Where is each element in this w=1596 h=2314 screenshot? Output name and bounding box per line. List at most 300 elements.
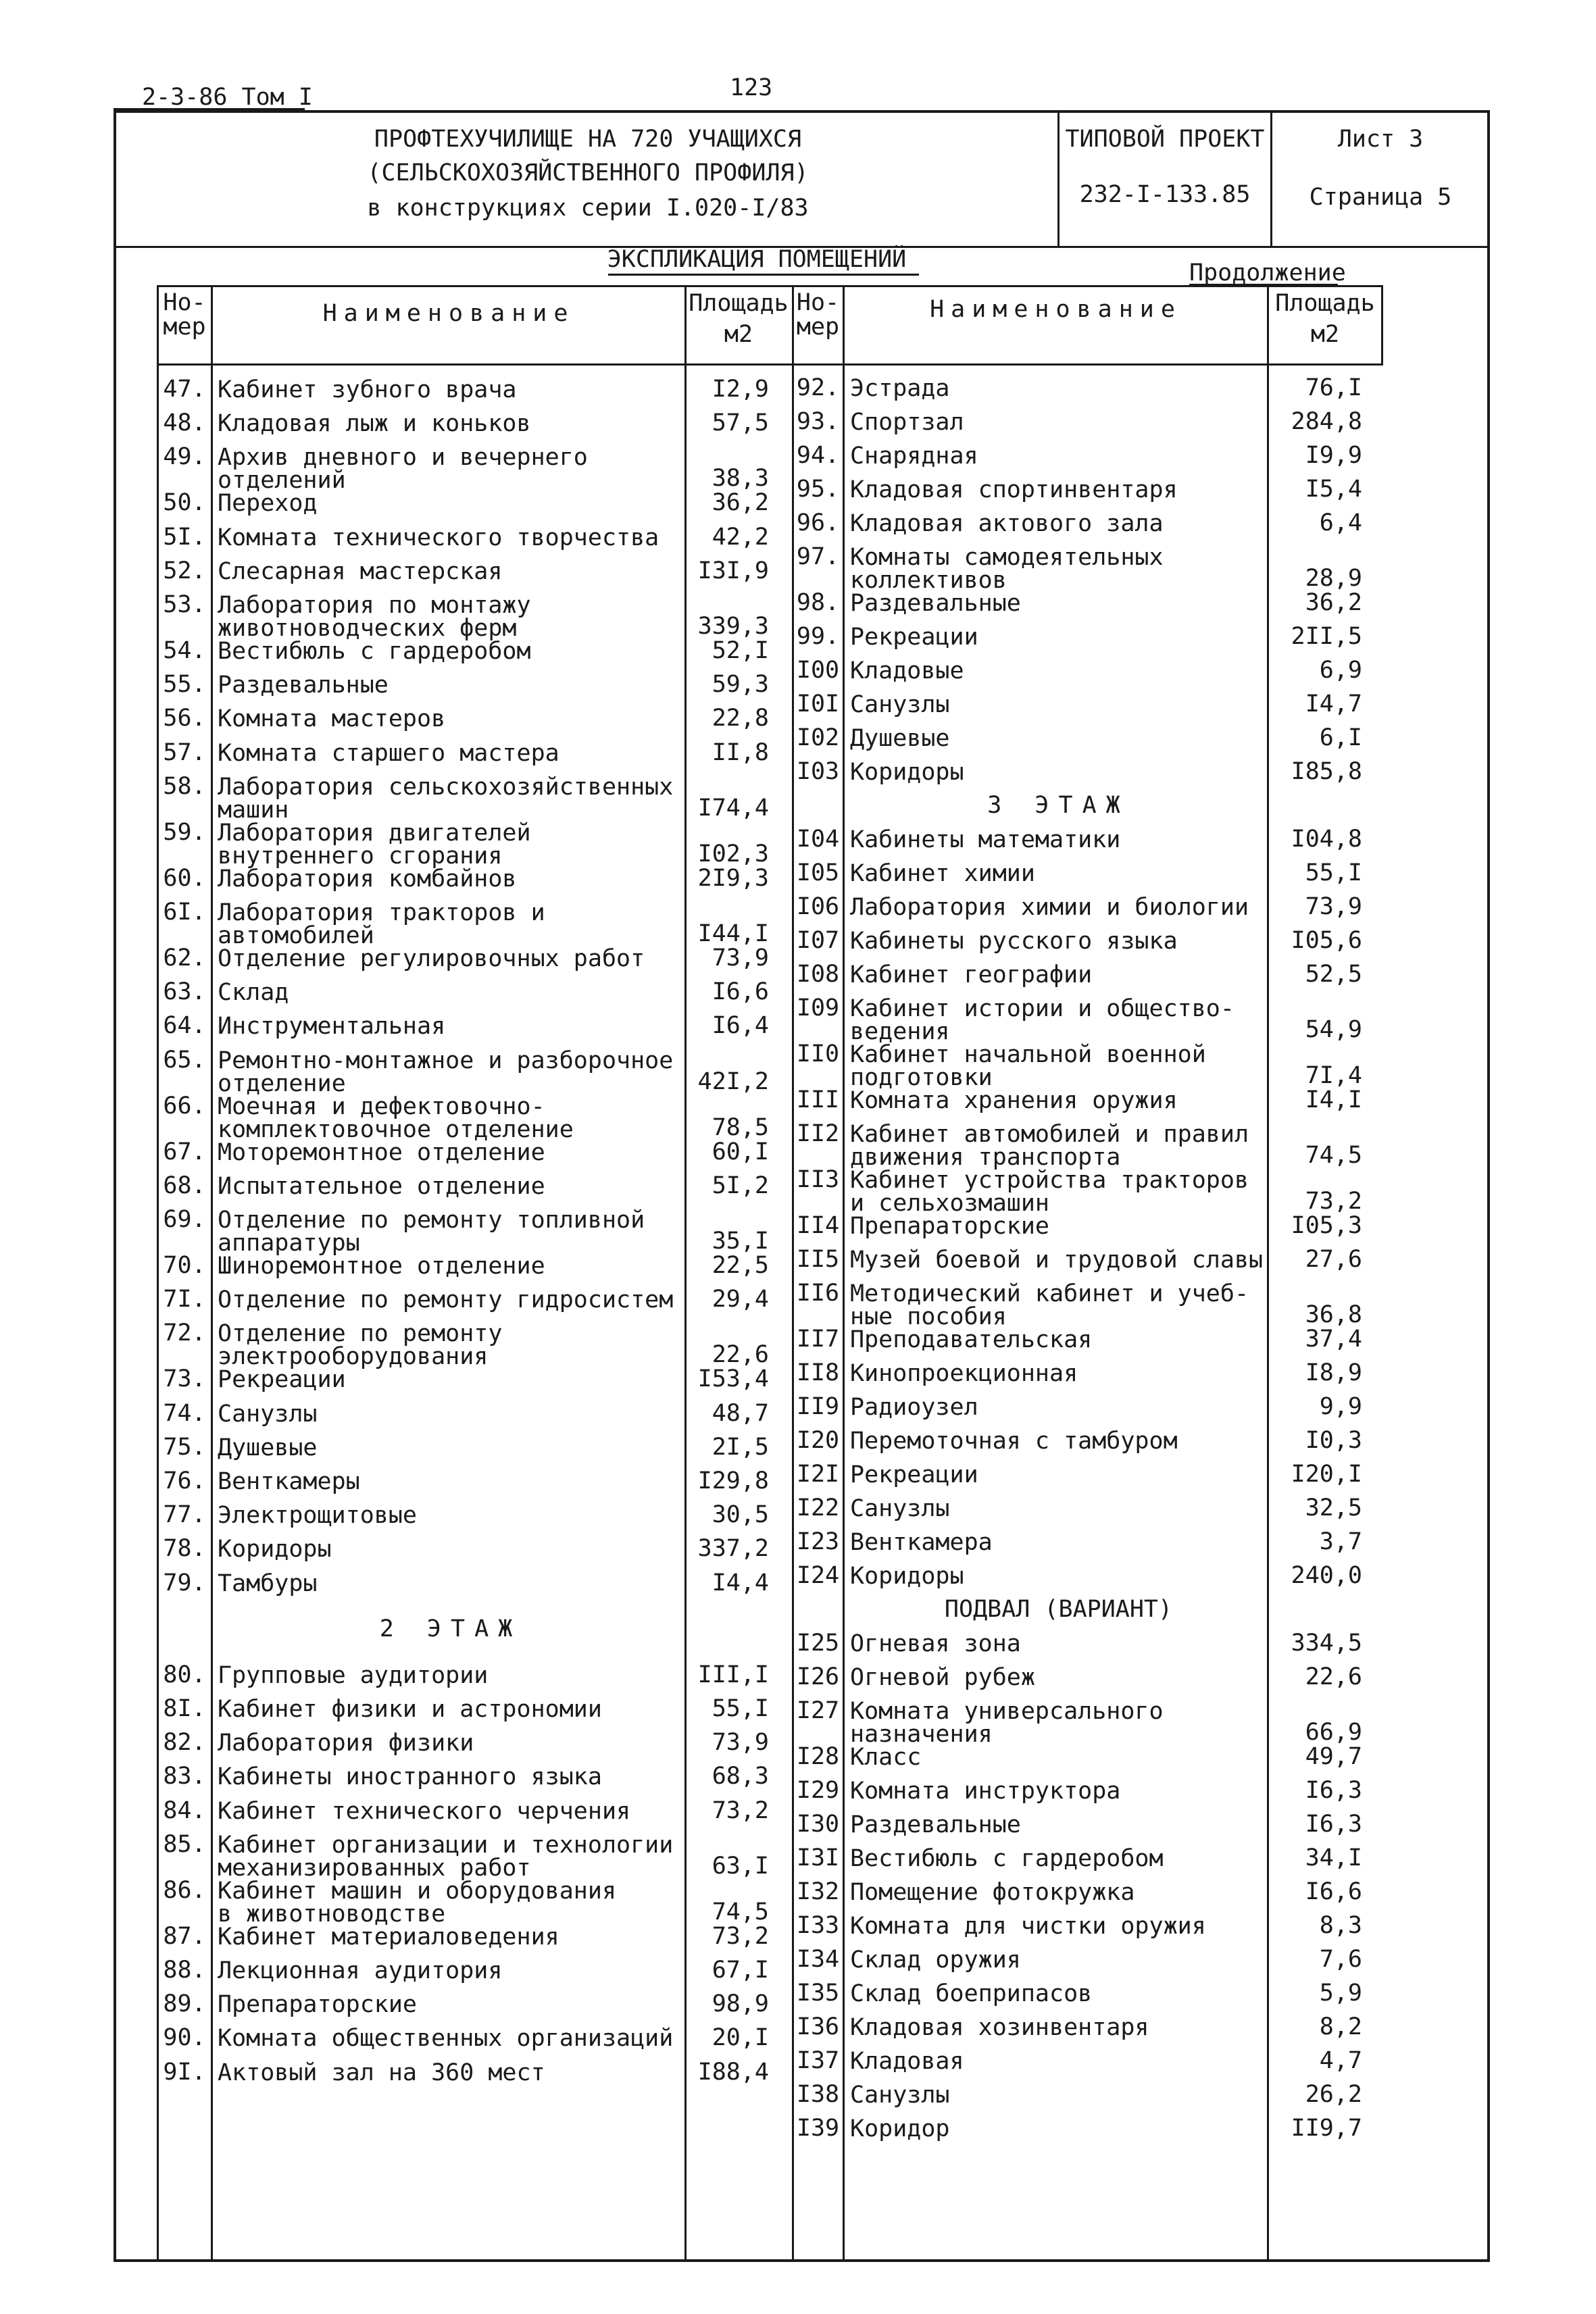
room-area: III,I bbox=[697, 1661, 769, 1688]
table-caption: ЭКСПЛИКАЦИЯ ПОМЕЩЕНИЙ bbox=[607, 246, 907, 273]
room-area: I04,8 bbox=[1291, 826, 1362, 853]
room-name: Комнаты самодеятельных коллективов bbox=[850, 544, 1164, 594]
room-area: 5I,2 bbox=[712, 1172, 769, 1199]
room-name: Кинопроекционная bbox=[850, 1360, 1078, 1387]
room-name: Кабинеты математики bbox=[850, 826, 1121, 853]
room-name: Санузлы bbox=[218, 1400, 318, 1428]
room-number: I22 bbox=[796, 1494, 840, 1521]
room-number: 54. bbox=[163, 637, 206, 664]
room-name: Тамбуры bbox=[218, 1569, 318, 1597]
room-area: II,8 bbox=[712, 738, 769, 766]
room-number: I33 bbox=[796, 1912, 840, 1939]
room-number: I3I bbox=[796, 1844, 840, 1871]
room-number: I29 bbox=[796, 1777, 840, 1804]
room-number: 80. bbox=[163, 1661, 206, 1688]
room-area: 2I9,3 bbox=[697, 864, 769, 892]
room-name: Ремонтно-монтажное и разборочное отделение bbox=[218, 1047, 674, 1097]
room-number: 82. bbox=[163, 1729, 206, 1757]
room-area: 57,5 bbox=[712, 409, 769, 437]
room-number: 68. bbox=[163, 1172, 206, 1199]
room-area: 32,5 bbox=[1305, 1494, 1362, 1521]
room-number: I39 bbox=[796, 2115, 840, 2142]
room-name: Лаборатория химии и биологии bbox=[850, 894, 1249, 921]
room-area: 240,0 bbox=[1291, 1562, 1362, 1589]
room-number: II5 bbox=[796, 1246, 840, 1273]
project-code: 232-I-133.85 bbox=[1079, 181, 1251, 208]
room-name: Санузлы bbox=[850, 2082, 950, 2109]
room-number: 84. bbox=[163, 1796, 206, 1824]
room-number: I2I bbox=[796, 1461, 840, 1488]
room-area: 35,I bbox=[712, 1228, 769, 1255]
room-number: 90. bbox=[163, 2024, 206, 2052]
room-name: Моечная и дефектовочно- комплектовочное отделение bbox=[218, 1092, 574, 1143]
room-name: Душевые bbox=[850, 725, 950, 752]
room-area: 67,I bbox=[712, 1957, 769, 1984]
room-number: 65. bbox=[163, 1046, 206, 1074]
room-area: 6,9 bbox=[1319, 657, 1362, 684]
room-area: 20,I bbox=[712, 2024, 769, 2052]
room-name: Эстрада bbox=[850, 375, 950, 402]
room-name: Испытательное отделение bbox=[218, 1172, 545, 1200]
left-num-header: Но- мер bbox=[163, 289, 206, 341]
room-name: Склад боеприпасов bbox=[850, 1980, 1093, 2007]
room-area: 73,9 bbox=[712, 1729, 769, 1757]
room-number: II0 bbox=[796, 1040, 840, 1067]
room-name: Помещение фотокружка bbox=[850, 1879, 1135, 1906]
room-area: 6,4 bbox=[1319, 509, 1362, 536]
room-area: I9,9 bbox=[1305, 442, 1362, 469]
room-area: 54,9 bbox=[1305, 1016, 1362, 1043]
room-name: Огневой рубеж bbox=[850, 1664, 1035, 1691]
right-num-divider bbox=[843, 285, 845, 2262]
room-number: 59. bbox=[163, 818, 206, 846]
room-name: Кабинет технического черчения bbox=[218, 1797, 631, 1825]
room-number: 7I. bbox=[163, 1286, 206, 1313]
room-name: Препараторские bbox=[850, 1213, 1050, 1240]
room-area: I8,9 bbox=[1305, 1359, 1362, 1386]
room-number: I28 bbox=[796, 1743, 840, 1770]
room-area: I20,I bbox=[1291, 1461, 1362, 1488]
room-name: Кабинет физики и астрономии bbox=[218, 1696, 602, 1723]
room-area: 284,8 bbox=[1291, 408, 1362, 435]
room-area: 73,2 bbox=[712, 1796, 769, 1824]
room-number: I27 bbox=[796, 1697, 840, 1724]
room-number: I23 bbox=[796, 1528, 840, 1555]
room-name: Перемоточная с тамбуром bbox=[850, 1428, 1178, 1455]
room-name: Кладовая bbox=[850, 2048, 964, 2075]
right-num-header: Но- мер bbox=[796, 289, 840, 341]
room-area: 73,9 bbox=[1305, 893, 1362, 920]
room-area: 52,5 bbox=[1305, 961, 1362, 988]
room-area: I6,6 bbox=[1305, 1878, 1362, 1905]
room-number: 8I. bbox=[163, 1695, 206, 1722]
room-number: 63. bbox=[163, 978, 206, 1006]
room-area: I4,7 bbox=[1305, 690, 1362, 718]
section-heading: 3 ЭТАЖ bbox=[987, 792, 1130, 819]
room-name: Раздевальные bbox=[218, 672, 389, 699]
room-number: I0I bbox=[796, 690, 840, 718]
room-area: 55,I bbox=[712, 1695, 769, 1722]
room-name: Кабинет географии bbox=[850, 961, 1093, 988]
room-area: 66,9 bbox=[1305, 1719, 1362, 1746]
room-number: 9I. bbox=[163, 2058, 206, 2086]
room-name: Раздевальные bbox=[850, 1811, 1021, 1838]
room-number: 6I. bbox=[163, 899, 206, 926]
room-name: Кабинет химии bbox=[850, 860, 1035, 887]
room-name: Лаборатория двигателей внутреннего сгорания bbox=[218, 819, 531, 870]
room-area: I02,3 bbox=[697, 840, 769, 867]
room-name: Электрощитовые bbox=[218, 1502, 418, 1530]
room-area: I74,4 bbox=[697, 794, 769, 822]
room-name: Кабинет материаловедения bbox=[218, 1923, 559, 1951]
room-name: Вестибюль с гардеробом bbox=[850, 1845, 1164, 1872]
room-name: Кабинеты русского языка bbox=[850, 928, 1178, 955]
room-name: Склад оружия bbox=[850, 1946, 1021, 1973]
room-number: 92. bbox=[796, 374, 840, 401]
title-line-2: (СЕЛЬСКОХОЗЯЙСТВЕННОГО ПРОФИЛЯ) bbox=[367, 159, 809, 186]
room-number: 75. bbox=[163, 1433, 206, 1461]
room-number: II9 bbox=[796, 1393, 840, 1420]
room-name: Лекционная аудитория bbox=[218, 1957, 503, 1984]
room-name: Комната технического творчества bbox=[218, 524, 659, 551]
sheet-number: Лист 3 bbox=[1337, 126, 1424, 153]
room-number: 72. bbox=[163, 1319, 206, 1347]
room-name: Комната старшего мастера bbox=[218, 739, 559, 767]
room-number: 66. bbox=[163, 1092, 206, 1120]
room-number: I34 bbox=[796, 1946, 840, 1973]
room-name: Рекреации bbox=[850, 624, 978, 651]
project-label: ТИПОВОЙ ПРОЕКТ bbox=[1065, 126, 1265, 153]
room-name: Слесарная мастерская bbox=[218, 557, 503, 585]
room-area: I6,4 bbox=[712, 1012, 769, 1040]
left-area-header: Площадь м2 bbox=[689, 290, 789, 348]
room-number: I24 bbox=[796, 1562, 840, 1589]
room-number: II3 bbox=[796, 1166, 840, 1193]
room-area: I5,4 bbox=[1305, 476, 1362, 503]
room-number: 86. bbox=[163, 1876, 206, 1904]
room-name: Кабинет машин и оборудования в животноводстве bbox=[218, 1877, 617, 1928]
room-name: Переход bbox=[218, 490, 318, 518]
room-area: 9,9 bbox=[1319, 1393, 1362, 1420]
room-name: Коридор bbox=[850, 2115, 950, 2142]
room-number: 5I. bbox=[163, 523, 206, 551]
room-number: 67. bbox=[163, 1138, 206, 1165]
room-number: 74. bbox=[163, 1399, 206, 1427]
room-name: Инструментальная bbox=[218, 1013, 446, 1040]
room-number: I36 bbox=[796, 2013, 840, 2040]
room-number: 87. bbox=[163, 1922, 206, 1950]
room-number: II7 bbox=[796, 1326, 840, 1353]
room-area: I53,4 bbox=[697, 1365, 769, 1393]
right-name-header: Наименование bbox=[930, 296, 1182, 323]
room-number: 95. bbox=[796, 476, 840, 503]
room-area: 36,8 bbox=[1305, 1301, 1362, 1328]
room-name: Класс bbox=[850, 1744, 922, 1771]
room-name: Коридоры bbox=[850, 759, 964, 786]
room-number: I32 bbox=[796, 1878, 840, 1905]
room-area: 34,I bbox=[1305, 1844, 1362, 1871]
room-area: 28,9 bbox=[1305, 565, 1362, 592]
room-area: 5,9 bbox=[1319, 1980, 1362, 2007]
room-name: Кладовая спортинвентаря bbox=[850, 476, 1178, 503]
room-number: 47. bbox=[163, 376, 206, 403]
room-name: Комната мастеров bbox=[218, 705, 446, 733]
room-name: Радиоузел bbox=[850, 1394, 978, 1421]
room-area: 2I,5 bbox=[712, 1433, 769, 1461]
room-number: 89. bbox=[163, 1990, 206, 2018]
room-area: 3,7 bbox=[1319, 1528, 1362, 1555]
room-area: 78,5 bbox=[712, 1113, 769, 1141]
table-top-rule bbox=[157, 285, 1383, 287]
room-number: 69. bbox=[163, 1206, 206, 1233]
room-area: 37,4 bbox=[1305, 1326, 1362, 1353]
room-area: 59,3 bbox=[712, 671, 769, 699]
room-name: Кабинет автомобилей и правил движения транспорта bbox=[850, 1121, 1249, 1171]
room-name: Комната универсального назначения bbox=[850, 1698, 1164, 1748]
room-number: 62. bbox=[163, 945, 206, 972]
room-number: I06 bbox=[796, 893, 840, 920]
room-area: 76,I bbox=[1305, 374, 1362, 401]
room-area: 30,5 bbox=[712, 1501, 769, 1529]
room-number: 88. bbox=[163, 1957, 206, 1984]
room-name: Моторемонтное отделение bbox=[218, 1138, 545, 1166]
room-area: 49,7 bbox=[1305, 1743, 1362, 1770]
room-name: Санузлы bbox=[850, 691, 950, 718]
room-area: 48,7 bbox=[712, 1399, 769, 1427]
title-line-3: в конструкциях серии I.020-I/83 bbox=[367, 195, 809, 222]
room-area: 42I,2 bbox=[697, 1067, 769, 1095]
room-area: I6,3 bbox=[1305, 1811, 1362, 1838]
table-header-rule bbox=[157, 363, 1383, 366]
room-name: Коридоры bbox=[850, 1563, 964, 1590]
room-name: Склад bbox=[218, 979, 289, 1007]
room-name: Музей боевой и трудовой славы bbox=[850, 1247, 1264, 1274]
room-area: 52,I bbox=[712, 637, 769, 664]
room-number: I38 bbox=[796, 2081, 840, 2108]
room-name: Методический кабинет и учеб- ные пособия bbox=[850, 1280, 1249, 1330]
room-name: Рекреации bbox=[218, 1366, 346, 1394]
room-area: 36,2 bbox=[712, 489, 769, 517]
room-area: 7I,4 bbox=[1305, 1062, 1362, 1089]
room-name: Кладовая хозинвентаря bbox=[850, 2014, 1149, 2041]
room-number: I08 bbox=[796, 961, 840, 988]
room-area: I3I,9 bbox=[697, 557, 769, 584]
room-area: 26,2 bbox=[1305, 2081, 1362, 2108]
room-name: Кабинет зубного врача bbox=[218, 376, 517, 403]
room-number: I37 bbox=[796, 2047, 840, 2074]
room-area: 42,2 bbox=[712, 523, 769, 551]
room-number: 48. bbox=[163, 409, 206, 437]
room-area: I6,3 bbox=[1305, 1777, 1362, 1804]
room-number: I26 bbox=[796, 1663, 840, 1690]
room-number: 79. bbox=[163, 1569, 206, 1596]
title-line-1: ПРОФТЕХУЧИЛИЩЕ НА 720 УЧАЩИХСЯ bbox=[374, 126, 802, 153]
room-number: I03 bbox=[796, 758, 840, 785]
room-area: I44,I bbox=[697, 920, 769, 947]
room-number: I04 bbox=[796, 826, 840, 853]
room-name: Коридоры bbox=[218, 1536, 332, 1563]
page-number: 123 bbox=[730, 74, 773, 101]
room-name: Отделение по ремонту гидросистем bbox=[218, 1286, 674, 1314]
room-name: Снарядная bbox=[850, 443, 978, 470]
room-area: 8,2 bbox=[1319, 2013, 1362, 2040]
room-name: Актовый зал на 360 мест bbox=[218, 2059, 545, 2086]
room-area: 2II,5 bbox=[1291, 623, 1362, 650]
room-number: 57. bbox=[163, 738, 206, 766]
room-number: 52. bbox=[163, 557, 206, 584]
room-name: Кабинет организации и технологии механизированных работ bbox=[218, 1831, 674, 1882]
room-number: 96. bbox=[796, 509, 840, 536]
room-number: 55. bbox=[163, 671, 206, 699]
room-area: 4,7 bbox=[1319, 2047, 1362, 2074]
room-area: 36,2 bbox=[1305, 589, 1362, 616]
room-name: Отделение регулировочных работ bbox=[218, 945, 645, 972]
room-name: Лаборатория комбайнов bbox=[218, 865, 517, 892]
room-name: Кабинет начальной военной подготовки bbox=[850, 1041, 1206, 1091]
room-name: Спортзал bbox=[850, 409, 964, 436]
room-name: Препараторские bbox=[218, 1991, 418, 2019]
page-label: Страница 5 bbox=[1309, 184, 1452, 211]
room-number: 64. bbox=[163, 1012, 206, 1040]
room-number: 70. bbox=[163, 1252, 206, 1279]
room-number: II6 bbox=[796, 1280, 840, 1307]
room-area: 334,5 bbox=[1291, 1630, 1362, 1657]
room-area: 29,4 bbox=[712, 1286, 769, 1313]
room-number: 53. bbox=[163, 591, 206, 618]
room-number: II8 bbox=[796, 1359, 840, 1386]
room-name: Кабинет истории и общество- ведения bbox=[850, 995, 1235, 1045]
room-name: Рекреации bbox=[850, 1461, 978, 1488]
room-area: I2,9 bbox=[712, 376, 769, 403]
room-number: 58. bbox=[163, 772, 206, 800]
room-area: I85,8 bbox=[1291, 758, 1362, 785]
room-number: 60. bbox=[163, 864, 206, 892]
room-number: I02 bbox=[796, 724, 840, 751]
room-name: Групповые аудитории bbox=[218, 1661, 489, 1689]
room-name: Кабинет устройства тракторов и сельхозмашин bbox=[850, 1167, 1249, 1217]
room-number: 73. bbox=[163, 1365, 206, 1393]
room-name: Комната инструктора bbox=[850, 1778, 1121, 1805]
room-number: 56. bbox=[163, 705, 206, 732]
room-area: 38,3 bbox=[712, 465, 769, 493]
room-area: I05,3 bbox=[1291, 1212, 1362, 1239]
room-area: I0,3 bbox=[1305, 1427, 1362, 1454]
room-name: Венткамеры bbox=[218, 1468, 360, 1495]
room-area: 74,5 bbox=[1305, 1142, 1362, 1169]
room-area: 22,8 bbox=[712, 705, 769, 732]
room-name: Архив дневного и вечернего отделений bbox=[218, 444, 588, 495]
room-number: 78. bbox=[163, 1535, 206, 1563]
room-area: 6,I bbox=[1319, 724, 1362, 751]
document-reference: 2-3-86 Том I bbox=[142, 84, 313, 111]
room-area: I88,4 bbox=[697, 2058, 769, 2086]
room-area: 98,9 bbox=[712, 1990, 769, 2018]
room-name: Кладовые bbox=[850, 657, 964, 684]
room-name: Раздевальные bbox=[850, 590, 1021, 617]
room-name: Кладовая лыж и коньков bbox=[218, 410, 531, 438]
room-area: 55,I bbox=[1305, 859, 1362, 886]
left-num-divider bbox=[211, 285, 213, 2262]
left-name-header: Наименование bbox=[322, 300, 575, 327]
room-number: I20 bbox=[796, 1427, 840, 1454]
room-name: Лаборатория сельскохозяйственных машин bbox=[218, 773, 674, 824]
room-number: I09 bbox=[796, 995, 840, 1022]
room-area: 60,I bbox=[712, 1138, 769, 1165]
room-name: Шиноремонтное отделение bbox=[218, 1253, 545, 1280]
right-area-header: Площадь м2 bbox=[1275, 290, 1375, 348]
room-number: I30 bbox=[796, 1811, 840, 1838]
room-name: Лаборатория физики bbox=[218, 1730, 474, 1757]
room-number: 76. bbox=[163, 1467, 206, 1494]
room-number: I35 bbox=[796, 1980, 840, 2007]
room-name: Кабинеты иностранного языка bbox=[218, 1763, 602, 1791]
room-name: Комната общественных организаций bbox=[218, 2025, 674, 2053]
room-number: 99. bbox=[796, 623, 840, 650]
caption-underline bbox=[608, 274, 919, 276]
room-number: 94. bbox=[796, 442, 840, 469]
room-area: I05,6 bbox=[1291, 927, 1362, 954]
room-area: 74,5 bbox=[712, 1898, 769, 1926]
room-area: 73,2 bbox=[1305, 1188, 1362, 1215]
room-name: Преподавательская bbox=[850, 1326, 1093, 1353]
room-number: 83. bbox=[163, 1763, 206, 1790]
room-area: 22,5 bbox=[712, 1252, 769, 1279]
room-name: Вестибюль с гардеробом bbox=[218, 638, 531, 665]
room-area: 63,I bbox=[712, 1852, 769, 1880]
section-heading: 2 ЭТАЖ bbox=[379, 1615, 522, 1642]
room-area: 22,6 bbox=[1305, 1663, 1362, 1690]
room-area: 27,6 bbox=[1305, 1246, 1362, 1273]
room-area: 339,3 bbox=[697, 613, 769, 640]
room-area: I4,I bbox=[1305, 1086, 1362, 1113]
room-number: 85. bbox=[163, 1830, 206, 1858]
room-name: Лаборатория тракторов и автомобилей bbox=[218, 899, 545, 949]
room-name: Душевые bbox=[218, 1434, 318, 1461]
room-name: Комната хранения оружия bbox=[850, 1087, 1178, 1114]
room-number: 93. bbox=[796, 408, 840, 435]
room-area: I4,4 bbox=[712, 1569, 769, 1596]
room-area: I6,6 bbox=[712, 978, 769, 1006]
room-area: 22,6 bbox=[712, 1341, 769, 1369]
room-name: Санузлы bbox=[850, 1495, 950, 1522]
room-area: 8,3 bbox=[1319, 1912, 1362, 1939]
room-number: 77. bbox=[163, 1501, 206, 1529]
room-number: 98. bbox=[796, 589, 840, 616]
room-name: Кладовая актового зала bbox=[850, 510, 1164, 537]
room-number: II4 bbox=[796, 1212, 840, 1239]
room-area: I29,8 bbox=[697, 1467, 769, 1494]
section-heading: ПОДВАЛ (ВАРИАНТ) bbox=[944, 1596, 1173, 1623]
room-area: 73,2 bbox=[712, 1922, 769, 1950]
room-number: 49. bbox=[163, 443, 206, 471]
room-area: 68,3 bbox=[712, 1763, 769, 1790]
room-number: III bbox=[796, 1086, 840, 1113]
room-number: 50. bbox=[163, 489, 206, 517]
room-area: II9,7 bbox=[1291, 2115, 1362, 2142]
room-name: Венткамера bbox=[850, 1529, 993, 1556]
room-name: Отделение по ремонту электрооборудования bbox=[218, 1320, 503, 1371]
room-name: Отделение по ремонту топливной аппаратуры bbox=[218, 1207, 645, 1257]
room-name: Комната для чистки оружия bbox=[850, 1913, 1206, 1940]
room-name: Огневая зона bbox=[850, 1630, 1021, 1657]
room-number: 97. bbox=[796, 543, 840, 570]
room-name: Лаборатория по монтажу животноводческих ферм bbox=[218, 592, 531, 642]
room-number: I07 bbox=[796, 927, 840, 954]
room-area: 337,2 bbox=[697, 1535, 769, 1563]
room-number: II2 bbox=[796, 1120, 840, 1147]
room-number: I05 bbox=[796, 859, 840, 886]
room-area: 73,9 bbox=[712, 945, 769, 972]
